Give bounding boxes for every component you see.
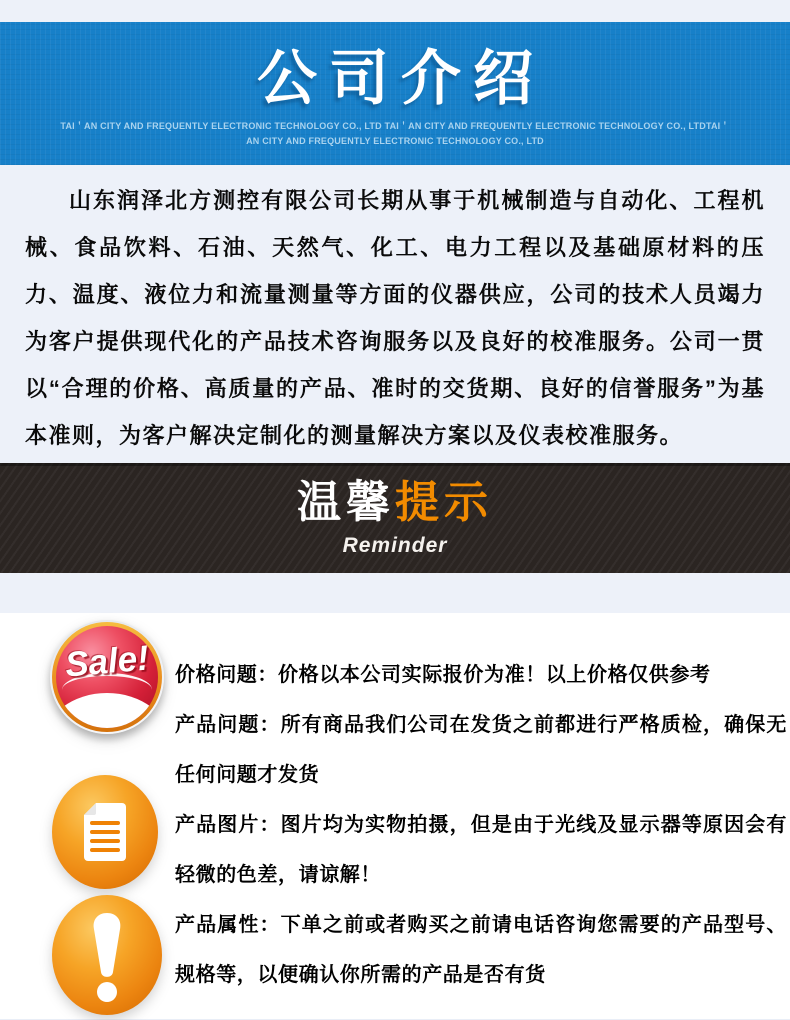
notice-price: 价格问题：价格以本公司实际报价为准！以上价格仅供参考 bbox=[175, 664, 711, 686]
company-english-subtitle bbox=[0, 119, 790, 149]
notice-product-photos: 产品图片：图片均为实物拍摄，但是由于光线及显示器等原因会有轻微的色差，请谅解！ bbox=[175, 814, 787, 886]
notice-text-column bbox=[175, 650, 787, 1000]
warning-icon bbox=[52, 895, 162, 1020]
company-intro-paragraph: 山东润泽北方测控有限公司长期从事于机械制造与自动化、工程机械、食品饮料、石油、天然气、化工、电力工程以及基础原材料的压力、温度、液位力和流量测量等方面的仪器供应，公司的技术人员竭力为客户提供现代化的产品技术咨询服务以及良好的校准服务。公司一贯以“合理的价格、高质量的产品、准时的交货期、良好的信誉服务”为基本准则，为客户解决定制化的测量解决方案以及仪表校准服务。 bbox=[25, 188, 765, 448]
company-intro-banner bbox=[0, 22, 790, 165]
page-title: 公司介绍 bbox=[257, 45, 545, 112]
reminder-title-white: 温馨 bbox=[297, 478, 395, 527]
sale-badge-label: Sale! bbox=[63, 638, 151, 685]
notices-section bbox=[0, 613, 790, 1019]
document-icon bbox=[52, 775, 158, 894]
notice-product-quality: 产品问题：所有商品我们公司在发货之前都进行严格质检，确保无任何问题才发货 bbox=[175, 714, 787, 786]
sale-badge-icon bbox=[50, 620, 164, 734]
reminder-title-orange: 提示 bbox=[395, 478, 493, 527]
reminder-title bbox=[0, 463, 790, 526]
company-english-subtitle-line1: TAI＇AN CITY AND FREQUENTLY ELECTRONIC TECHNOLOGY CO., LTD TAI＇AN CITY AND FREQUENTLY ELECTRONIC TECHNOLOGY CO., LTDTAI＇ bbox=[60, 121, 730, 131]
sale-badge-inner bbox=[56, 626, 158, 728]
sale-badge-ring bbox=[52, 622, 162, 732]
company-intro-section bbox=[0, 165, 790, 463]
company-english-subtitle-line2: AN CITY AND FREQUENTLY ELECTRONIC TECHNOLOGY CO., LTD bbox=[246, 136, 544, 146]
reminder-banner bbox=[0, 463, 790, 573]
notice-product-attributes: 产品属性：下单之前或者购买之前请电话咨询您需要的产品型号、规格等，以便确认你所需的产品是否有货 bbox=[175, 914, 787, 986]
reminder-subtitle: Reminder bbox=[342, 534, 448, 557]
